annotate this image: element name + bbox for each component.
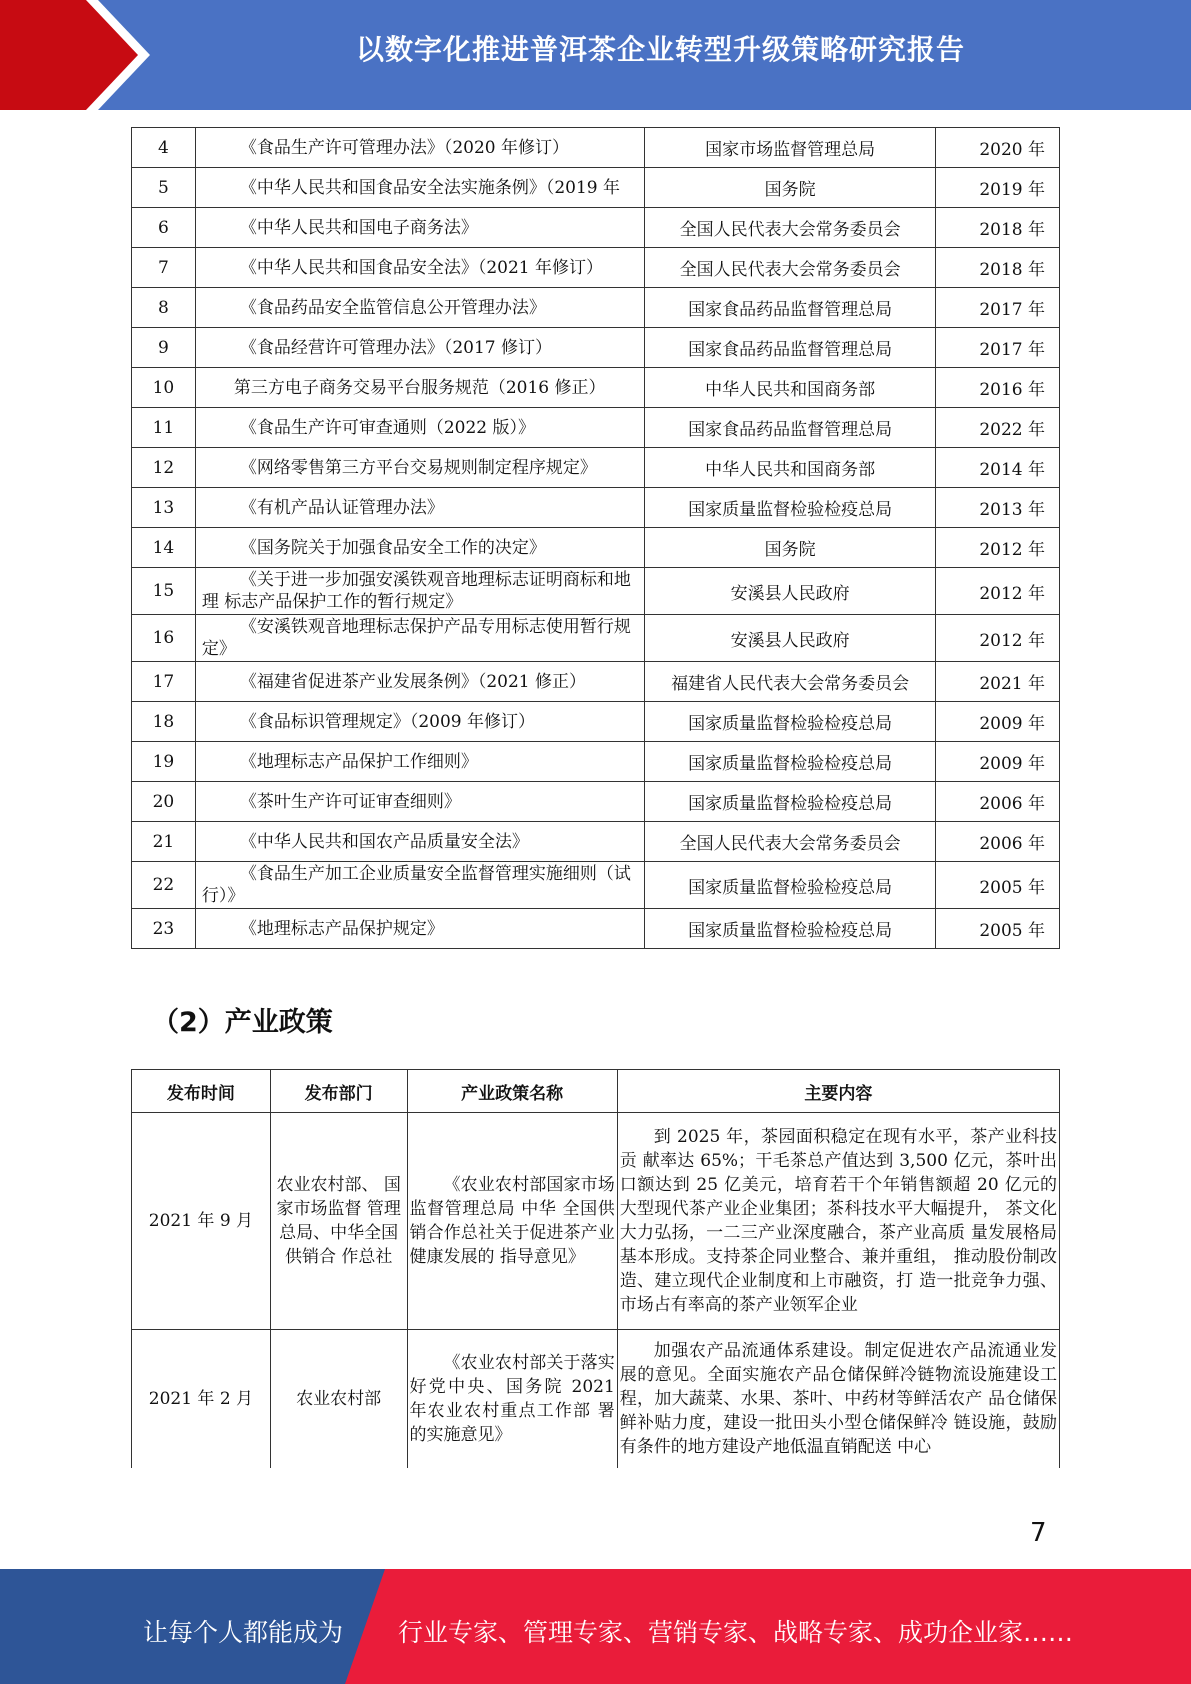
law-year: 2018 年 <box>935 208 1059 248</box>
table-row <box>132 1113 1060 1330</box>
table-row <box>132 448 1060 488</box>
table-row <box>132 862 1060 909</box>
law-name: 《茶叶生产许可证审查细则》 <box>195 782 645 822</box>
policy-name: 《农业农村部关于落实 好党中央、国务院 2021 年农业农村重点工作部 署的实施意见》 <box>407 1330 617 1469</box>
law-department: 国家质量监督检验检疫总局 <box>645 742 935 782</box>
law-year: 2009 年 <box>935 742 1059 782</box>
law-name: 《有机产品认证管理办法》 <box>195 488 645 528</box>
law-year: 2013 年 <box>935 488 1059 528</box>
law-name-line: 《食品生产加工企业质量安全监督管理实施细则（试 <box>239 864 631 884</box>
law-name: 《食品生产许可管理办法》（2020 年修订） <box>195 128 645 168</box>
law-year: 2016 年 <box>935 368 1059 408</box>
policy-date: 2021 年 9 月 <box>132 1113 271 1330</box>
law-number: 11 <box>132 408 196 448</box>
table-row <box>132 248 1060 288</box>
law-department: 国家市场监督管理总局 <box>645 128 935 168</box>
law-number: 21 <box>132 822 196 862</box>
law-year: 2006 年 <box>935 782 1059 822</box>
table-row <box>132 328 1060 368</box>
law-department: 安溪县人民政府 <box>645 615 935 662</box>
page-header <box>0 0 1191 110</box>
law-department: 全国人民代表大会常务委员会 <box>645 248 935 288</box>
law-number: 15 <box>132 568 196 615</box>
report-title: 以数字化推进普洱茶企业转型升级策略研究报告 <box>355 33 965 66</box>
policy-department: 农业农村部、 国家市场监督 管理总局、中华全国供销合 作总社 <box>270 1113 407 1330</box>
law-number: 10 <box>132 368 196 408</box>
law-number: 20 <box>132 782 196 822</box>
law-year: 2005 年 <box>935 862 1059 909</box>
law-number: 13 <box>132 488 196 528</box>
table-row <box>132 615 1060 662</box>
table-row <box>132 408 1060 448</box>
law-year: 2006 年 <box>935 822 1059 862</box>
law-number: 19 <box>132 742 196 782</box>
table-row <box>132 742 1060 782</box>
table-row <box>132 208 1060 248</box>
law-department: 国家质量监督检验检疫总局 <box>645 782 935 822</box>
law-name-line: 理 标志产品保护工作的暂行规定》 <box>201 592 463 612</box>
law-name: 《中华人民共和国食品安全法》（2021 年修订） <box>195 248 645 288</box>
law-name-line: 《关于进一步加强安溪铁观音地理标志证明商标和地 <box>239 570 631 590</box>
law-department: 国家食品药品监督管理总局 <box>645 328 935 368</box>
law-number: 16 <box>132 615 196 662</box>
law-name: 《中华人民共和国电子商务法》 <box>195 208 645 248</box>
law-number: 22 <box>132 862 196 909</box>
column-header-date: 发布时间 <box>132 1070 271 1113</box>
law-department: 全国人民代表大会常务委员会 <box>645 822 935 862</box>
law-department: 国家质量监督检验检疫总局 <box>645 702 935 742</box>
table-row <box>132 822 1060 862</box>
law-year: 2012 年 <box>935 615 1059 662</box>
law-name: 《食品药品安全监管信息公开管理办法》 <box>195 288 645 328</box>
table-row <box>132 568 1060 615</box>
law-department: 国务院 <box>645 168 935 208</box>
law-year: 2021 年 <box>935 662 1059 702</box>
law-name: 《福建省促进茶产业发展条例》（2021 修正） <box>195 662 645 702</box>
table-row <box>132 702 1060 742</box>
law-name: 《食品经营许可管理办法》（2017 修订） <box>195 328 645 368</box>
header-chevron-icon <box>0 0 160 110</box>
law-year: 2014 年 <box>935 448 1059 488</box>
law-name <box>195 615 645 662</box>
law-name: 《地理标志产品保护规定》 <box>195 909 645 949</box>
law-number: 4 <box>132 128 196 168</box>
law-year: 2009 年 <box>935 702 1059 742</box>
law-number: 7 <box>132 248 196 288</box>
policy-name: 《农业农村部国家市场监督管理总局 中华 全国供销合作总社关于促进茶产业健康发展的 指导意见》 <box>407 1113 617 1330</box>
footer-slogan-left: 让每个人都能成为 <box>143 1618 344 1647</box>
table-row <box>132 288 1060 328</box>
table-row <box>132 488 1060 528</box>
section-heading: （2）产业政策 <box>152 1007 333 1038</box>
law-year: 2020 年 <box>935 128 1059 168</box>
law-number: 9 <box>132 328 196 368</box>
law-year: 2017 年 <box>935 288 1059 328</box>
law-name: 《食品生产许可审查通则（2022 版）》 <box>195 408 645 448</box>
table-row <box>132 1330 1060 1469</box>
law-name: 《中华人民共和国农产品质量安全法》 <box>195 822 645 862</box>
law-department: 安溪县人民政府 <box>645 568 935 615</box>
law-year: 2012 年 <box>935 568 1059 615</box>
law-department: 中华人民共和国商务部 <box>645 448 935 488</box>
law-department: 国务院 <box>645 528 935 568</box>
law-name <box>195 862 645 909</box>
law-number: 17 <box>132 662 196 702</box>
policy-date: 2021 年 2 月 <box>132 1330 271 1469</box>
law-number: 6 <box>132 208 196 248</box>
law-name: 《网络零售第三方平台交易规则制定程序规定》 <box>195 448 645 488</box>
law-number: 8 <box>132 288 196 328</box>
law-number: 23 <box>132 909 196 949</box>
law-year: 2017 年 <box>935 328 1059 368</box>
law-name: 《食品标识管理规定》（2009 年修订） <box>195 702 645 742</box>
law-name: 《地理标志产品保护工作细则》 <box>195 742 645 782</box>
table-row <box>132 368 1060 408</box>
policy-department: 农业农村部 <box>270 1330 407 1469</box>
page-footer <box>0 1569 1191 1684</box>
law-department: 国家质量监督检验检疫总局 <box>645 862 935 909</box>
law-number: 14 <box>132 528 196 568</box>
page-number: 7 <box>1030 1518 1047 1548</box>
law-department: 国家食品药品监督管理总局 <box>645 408 935 448</box>
law-department: 全国人民代表大会常务委员会 <box>645 208 935 248</box>
footer-slogan-right: 行业专家、管理专家、营销专家、战略专家、成功企业家…… <box>398 1618 1074 1647</box>
table-row <box>132 909 1060 949</box>
policy-content: 到 2025 年，茶园面积稳定在现有水平，茶产业科技贡 献率达 65%；干毛茶总产值达到 3,500 亿元，茶叶出口额达到 25 亿美元，培育若干个年销售额超 20 亿元的大型现代茶产业企业集团；茶科技水平大幅提升， 茶文化大力弘扬，一二三产业深度融合，茶产业高质 量发展格局基本形成。支持茶企同业整合、兼并重组， 推动股份制改造、建立现代企业制度和上市融资，打 造一批竞争力强、市场占有率高的茶产业领军企业 <box>617 1113 1059 1330</box>
law-name-line: 《安溪铁观音地理标志保护产品专用标志使用暂行规 <box>239 617 631 637</box>
law-name-line: 定》 <box>201 639 236 659</box>
table-header-row <box>132 1070 1060 1113</box>
law-department: 国家质量监督检验检疫总局 <box>645 488 935 528</box>
table-row <box>132 128 1060 168</box>
law-year: 2022 年 <box>935 408 1059 448</box>
law-department: 国家质量监督检验检疫总局 <box>645 909 935 949</box>
law-number: 5 <box>132 168 196 208</box>
column-header-department: 发布部门 <box>270 1070 407 1113</box>
table-row <box>132 662 1060 702</box>
table-row <box>132 528 1060 568</box>
law-year: 2012 年 <box>935 528 1059 568</box>
law-name: 第三方电子商务交易平台服务规范（2016 修正） <box>195 368 645 408</box>
law-name: 《国务院关于加强食品安全工作的决定》 <box>195 528 645 568</box>
law-number: 18 <box>132 702 196 742</box>
law-department: 中华人民共和国商务部 <box>645 368 935 408</box>
law-name <box>195 568 645 615</box>
law-department: 国家食品药品监督管理总局 <box>645 288 935 328</box>
policy-content: 加强农产品流通体系建设。制定促进农产品流通业发 展的意见。全面实施农产品仓储保鲜冷链物流设施建设工程，加大蔬菜、水果、茶叶、中药材等鲜活农产 品仓储保鲜补贴力度，建设一批田头小型仓储保鲜冷 链设施，鼓励有条件的地方建设产地低温直销配送 中心 <box>617 1330 1059 1469</box>
table-row <box>132 168 1060 208</box>
law-year: 2019 年 <box>935 168 1059 208</box>
law-year: 2018 年 <box>935 248 1059 288</box>
law-year: 2005 年 <box>935 909 1059 949</box>
law-department: 福建省人民代表大会常务委员会 <box>645 662 935 702</box>
law-name: 《中华人民共和国食品安全法实施条例》（2019 年 <box>195 168 645 208</box>
industry-policy-table <box>131 1069 1060 1468</box>
laws-table <box>131 127 1060 949</box>
column-header-content: 主要内容 <box>617 1070 1059 1113</box>
table-row <box>132 782 1060 822</box>
law-name-line: 行）》 <box>201 886 245 906</box>
column-header-policy-name: 产业政策名称 <box>407 1070 617 1113</box>
law-number: 12 <box>132 448 196 488</box>
